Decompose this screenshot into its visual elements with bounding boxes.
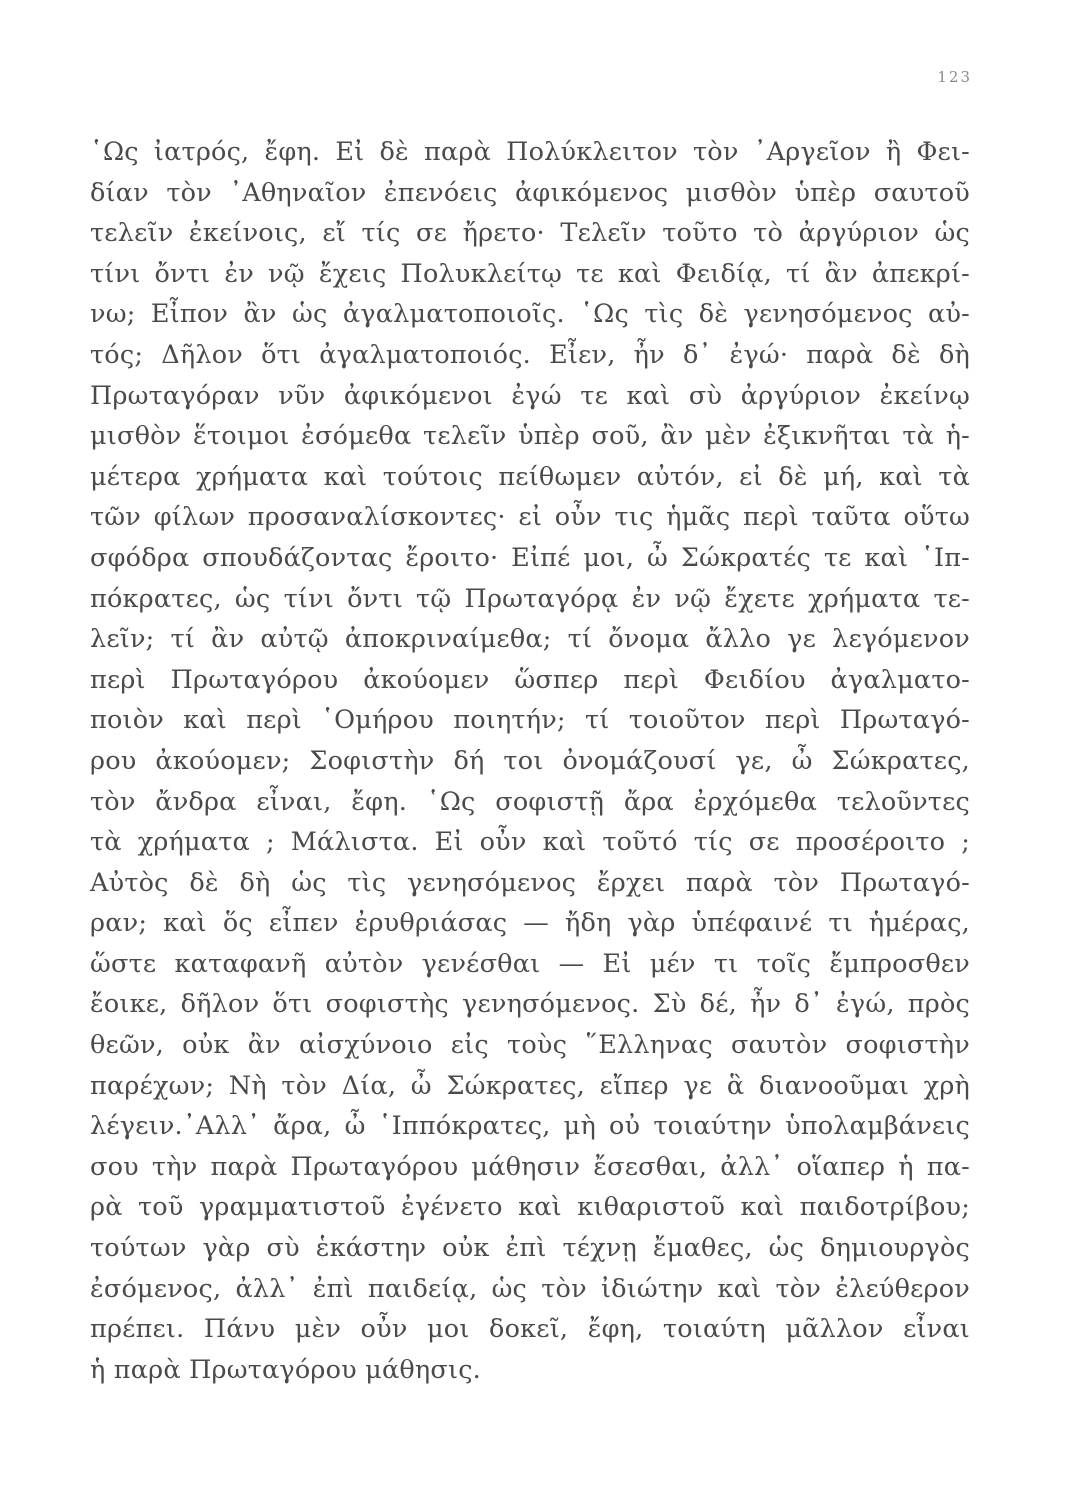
text-line: τὸν ἄνδρα εἶναι, ἔφη. ῾Ως σοφιστῇ ἄρα ἐρχόμεθα τελοῦντες (90, 786, 970, 817)
text-line: μέτερα χρήματα καὶ τούτοις πείθωμεν αὐτόν, εἰ δὲ μή, καὶ τὰ (90, 461, 970, 492)
text-line: τός; Δῆλον ὅτι ἀγαλματοποιός. Εἶεν, ἦν δ᾿ ἐγώ· παρὰ δὲ δὴ (90, 339, 970, 370)
text-line: δίαν τὸν ᾿Αθηναῖον ἐπενόεις ἀφικόμενος μισθὸν ὑπὲρ σαυτοῦ (90, 177, 970, 208)
text-line: ἐσόμενος, ἀλλ᾿ ἐπὶ παιδείᾳ, ὡς τὸν ἰδιώτην καὶ τὸν ἐλεύθερον (90, 1273, 970, 1304)
text-line: ρὰ τοῦ γραμματιστοῦ ἐγένετο καὶ κιθαριστοῦ καὶ παιδοτρίβου; (90, 1192, 970, 1223)
text-line: πόκρατες, ὡς τίνι ὄντι τῷ Πρωταγόρᾳ ἐν νῷ ἔχετε χρήματα τε- (90, 583, 970, 614)
text-line: ρου ἀκούομεν; Σοφιστὴν δή τοι ὀνομάζουσί γε, ὦ Σώκρατες, (90, 745, 970, 776)
text-line: ἡ παρὰ Πρωταγόρου μάθησις. (90, 1354, 481, 1385)
text-line: τελεῖν ἐκείνοις, εἴ τίς σε ἤρετο· Τελεῖν τοῦτο τὸ ἀργύριον ὡς (90, 218, 970, 249)
text-line: τούτων γὰρ σὺ ἑκάστην οὐκ ἐπὶ τέχνῃ ἔμαθες, ὡς δημιουργὸς (90, 1233, 970, 1264)
text-line: ἔοικε, δῆλον ὅτι σοφιστὴς γενησόμενος. Σὺ δέ, ἦν δ᾿ ἐγώ, πρὸς (90, 989, 970, 1020)
text-line: τὰ χρήματα ; Μάλιστα. Εἰ οὖν καὶ τοῦτό τίς σε προσέροιτο ; (90, 827, 970, 858)
text-line: περὶ Πρωταγόρου ἀκούομεν ὥσπερ περὶ Φειδίου ἀγαλματο- (90, 664, 970, 695)
text-line: τίνι ὄντι ἐν νῷ ἔχεις Πολυκλείτῳ τε καὶ Φειδίᾳ, τί ἂν ἀπεκρί- (90, 258, 970, 289)
text-line: πρέπει. Πάνυ μὲν οὖν μοι δοκεῖ, ἔφη, τοιαύτη μᾶλλον εἶναι (90, 1314, 970, 1345)
text-line: Αὐτὸς δὲ δὴ ὡς τὶς γενησόμενος ἔρχει παρὰ τὸν Πρωταγό- (90, 867, 970, 898)
text-line: παρέχων; Νὴ τὸν Δία, ὦ Σώκρατες, εἴπερ γε ἃ διανοοῦμαι χρὴ (90, 1070, 970, 1101)
text-line: λεῖν; τί ἂν αὐτῷ ἀποκριναίμεθα; τί ὄνομα ἄλλο γε λεγόμενον (90, 624, 970, 655)
text-line: θεῶν, οὐκ ἂν αἰσχύνοιο εἰς τοὺς ῞Ελληνας σαυτὸν σοφιστὴν (90, 1030, 970, 1061)
body-text (90, 132, 970, 1390)
text-line: ὥστε καταφανῆ αὐτὸν γενέσθαι — Εἰ μέν τι τοῖς ἔμπροσθεν (90, 948, 970, 979)
text-line: τῶν φίλων προσαναλίσκοντες· εἰ οὖν τις ἡμᾶς περὶ ταῦτα οὕτω (90, 502, 970, 533)
text-line: σφόδρα σπουδάζοντας ἔροιτο· Εἰπέ μοι, ὦ Σώκρατές τε καὶ ῾Ιπ- (90, 542, 970, 573)
text-line: μισθὸν ἕτοιμοι ἐσόμεθα τελεῖν ὑπὲρ σοῦ, ἂν μὲν ἐξικνῆται τὰ ἡ- (90, 421, 970, 452)
text-line: νω; Εἶπον ἂν ὡς ἀγαλματοποιοῖς. ῾Ως τὶς δὲ γενησόμενος αὐ- (90, 299, 970, 330)
text-line: σου τὴν παρὰ Πρωταγόρου μάθησιν ἔσεσθαι, ἀλλ᾿ οἵαπερ ἡ πα- (90, 1151, 970, 1182)
text-line: ῾Ως ἰατρός, ἔφη. Εἰ δὲ παρὰ Πολύκλειτον τὸν ᾿Αργεῖον ἢ Φει- (90, 137, 970, 167)
text-line: Πρωταγόραν νῦν ἀφικόμενοι ἐγώ τε καὶ σὺ ἀργύριον ἐκείνῳ (90, 380, 970, 411)
text-line: ραν; καὶ ὅς εἶπεν ἐρυθριάσας — ἤδη γὰρ ὑπέφαινέ τι ἡμέρας, (90, 908, 970, 939)
page-number: 123 (937, 68, 972, 86)
text-line: ποιὸν καὶ περὶ ῾Ομήρου ποιητήν; τί τοιοῦτον περὶ Πρωταγό- (90, 705, 970, 736)
text-line: λέγειν.᾿Αλλ᾿ ἄρα, ὦ ῾Ιππόκρατες, μὴ οὐ τοιαύτην ὑπολαμβάνεις (90, 1111, 970, 1142)
